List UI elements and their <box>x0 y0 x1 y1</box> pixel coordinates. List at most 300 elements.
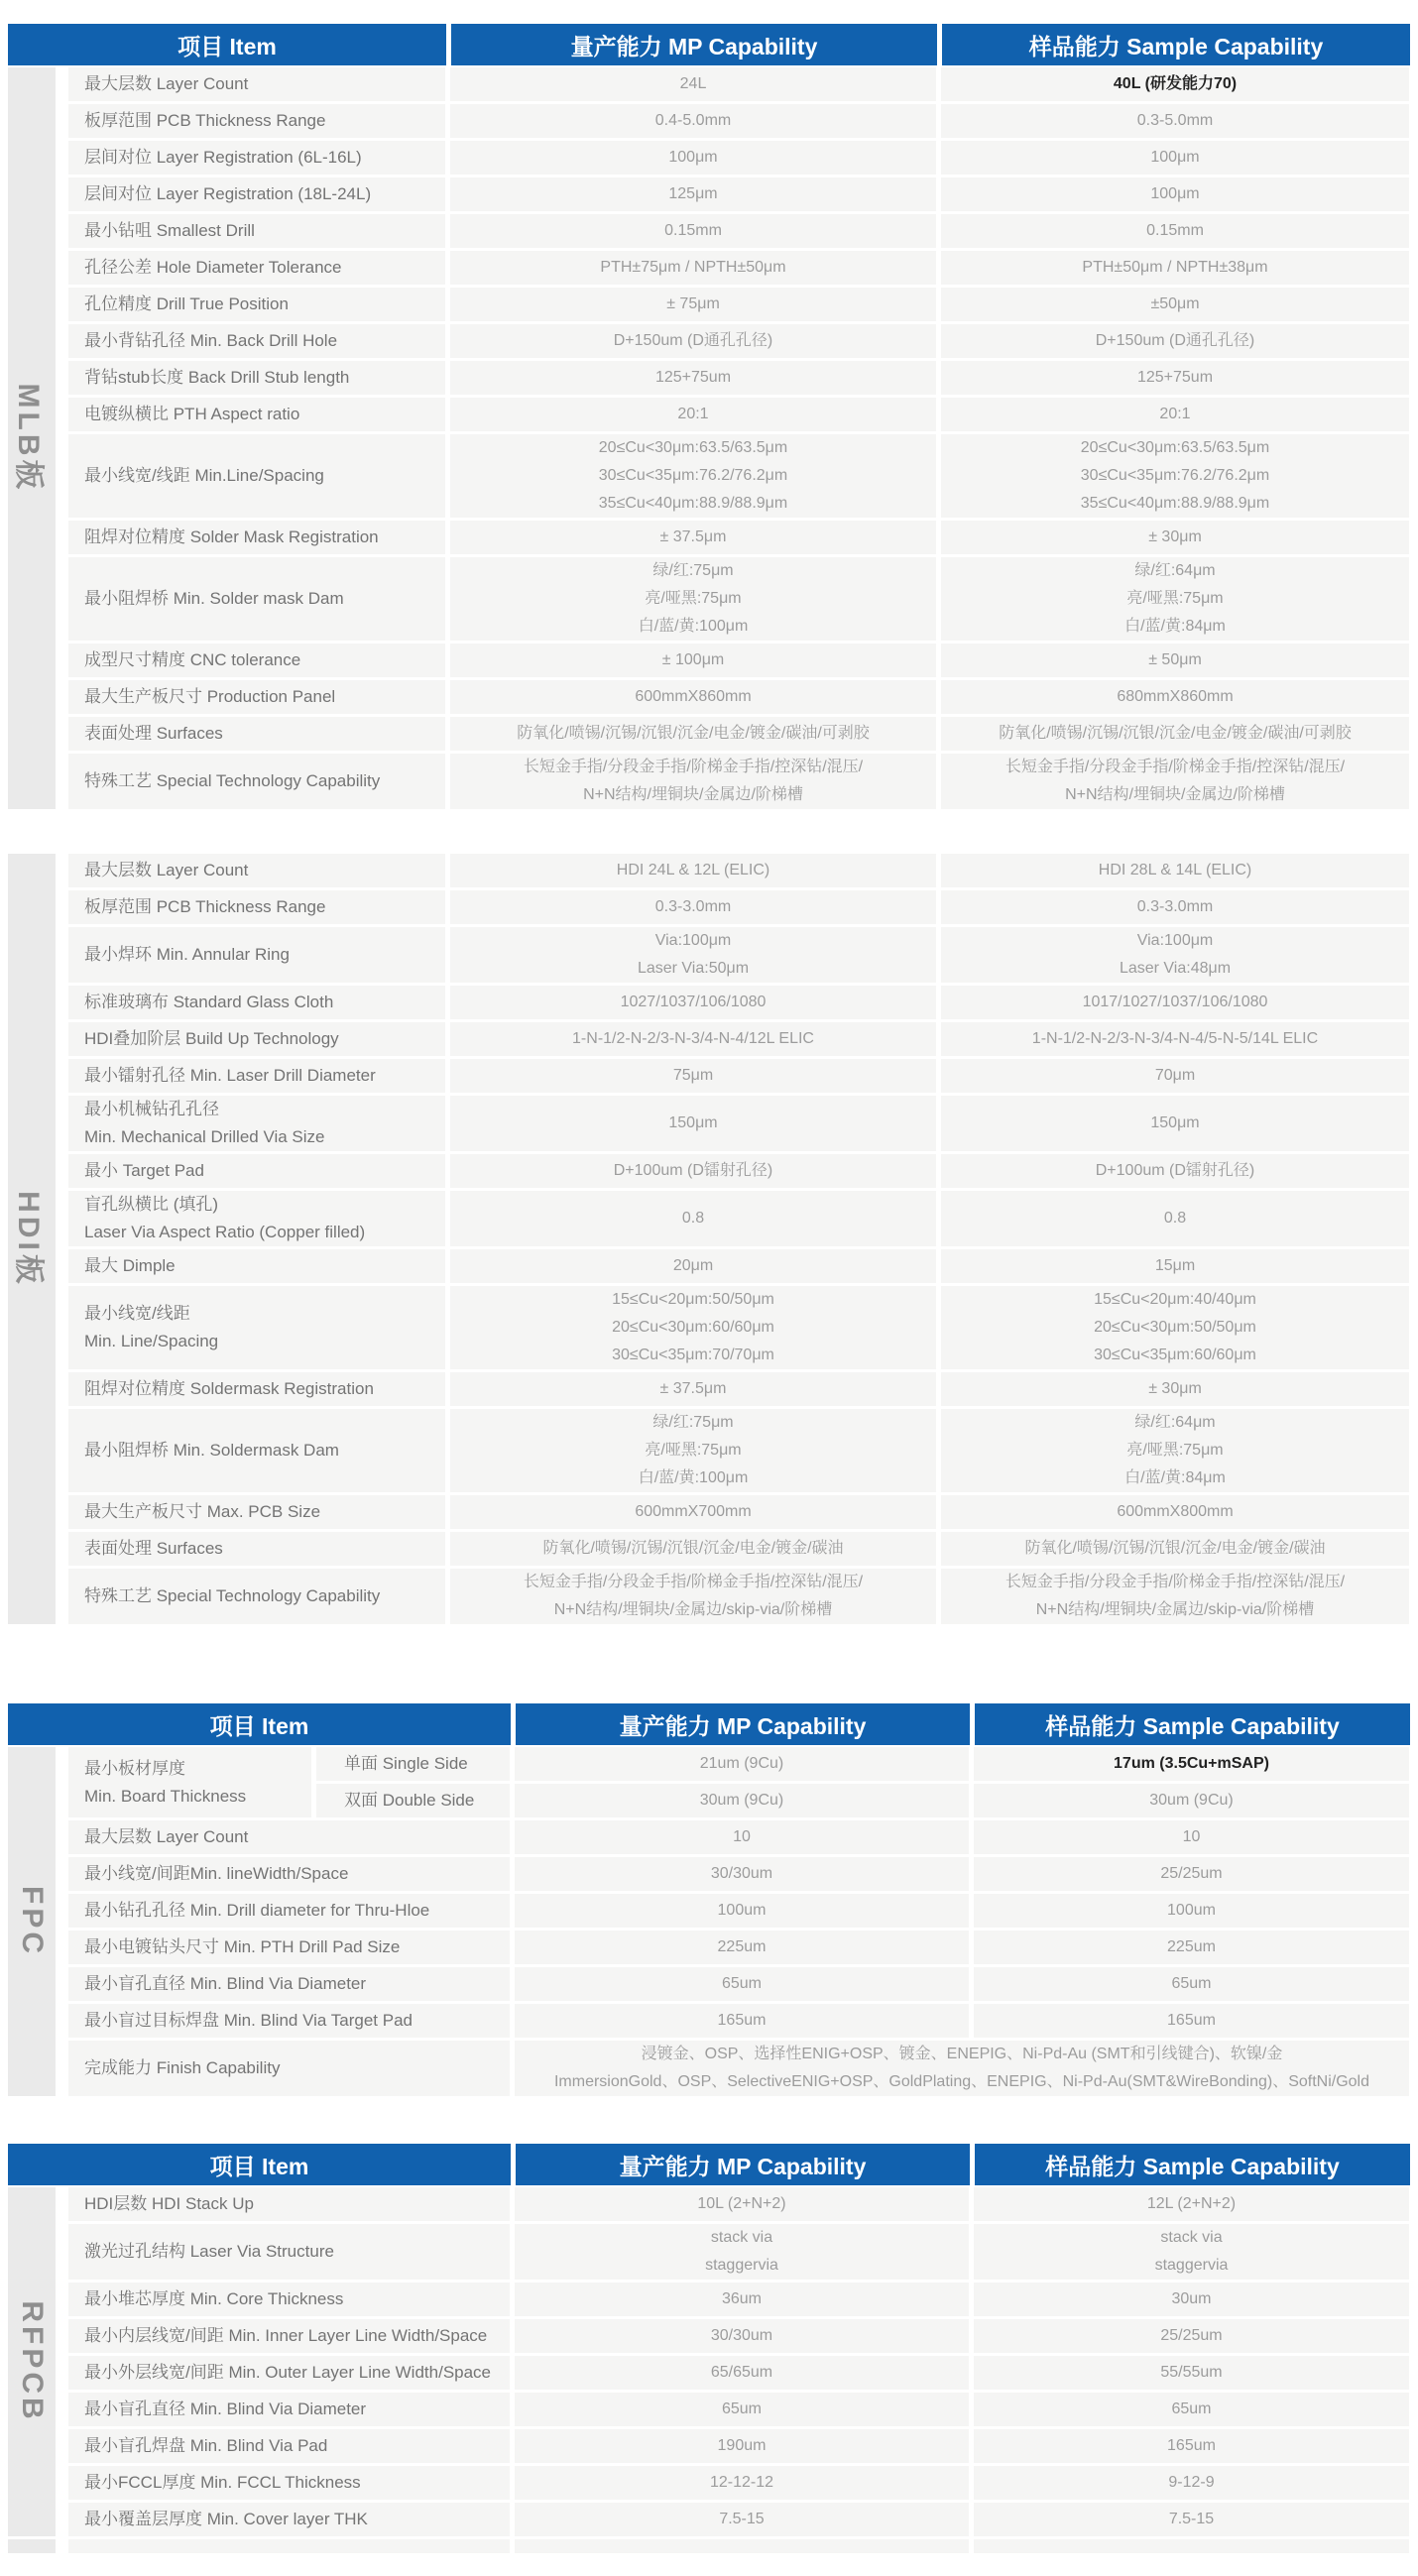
row-value-mp <box>450 986 936 1019</box>
cutoff-strip <box>8 2539 56 2553</box>
table-row <box>68 2356 1410 2390</box>
row-value-mp <box>450 398 936 431</box>
row-value-sample <box>941 1569 1409 1624</box>
value-line: 防氧化/喷锡/沉锡/沉银/沉金/电金/镀金/碳油 <box>542 1540 844 1557</box>
row-label <box>68 1022 445 1056</box>
table-row <box>68 398 1410 431</box>
row-value-mp <box>450 1569 936 1624</box>
row-label <box>68 521 445 554</box>
value-line: 25/25um <box>1160 2327 1223 2344</box>
table-row <box>68 2187 1410 2221</box>
table-row <box>68 1409 1410 1492</box>
row-label <box>68 2393 510 2426</box>
row-label <box>68 2041 510 2096</box>
header-cell-item: 项目 Item <box>8 1703 511 1745</box>
value-line: 30um <box>1171 2290 1212 2307</box>
row-label <box>68 680 445 714</box>
value-line: 65um <box>1171 1975 1212 1992</box>
row-label <box>68 1967 510 2001</box>
row-value-mp <box>450 521 936 554</box>
table-row <box>68 324 1410 358</box>
sub-row <box>316 1747 1410 1781</box>
value-line: 0.3-3.0mm <box>1136 898 1214 915</box>
row-value-sample <box>941 557 1409 641</box>
value-line: 35≤Cu<40μm:88.9/88.9μm <box>1080 495 1270 512</box>
row-value-mp <box>515 2393 969 2426</box>
value-line: 绿/红:64μm <box>1134 562 1216 579</box>
table-section <box>8 854 1410 1624</box>
sub-row <box>316 1784 1410 1817</box>
table-row <box>68 890 1410 924</box>
section-label-strip <box>8 1747 56 2096</box>
sub-row-label <box>316 1784 510 1817</box>
row-value-mp <box>450 1096 936 1151</box>
table-row <box>68 1096 1410 1151</box>
table-row <box>68 1931 1410 1964</box>
row-value-sample <box>941 288 1409 321</box>
table-row <box>68 2283 1410 2316</box>
value-line: Via:100μm <box>1136 932 1214 949</box>
value-line: 65um <box>721 2400 763 2417</box>
label-line: 最小阻焊桥 Min. Soldermask Dam <box>84 1441 339 1460</box>
value-line: 100μm <box>1150 149 1200 166</box>
row-label <box>68 67 445 101</box>
row-value-sample <box>941 1409 1409 1492</box>
value-line: 绿/红:64μm <box>1134 1414 1216 1431</box>
label-line: 成型尺寸精度 CNC tolerance <box>84 650 301 669</box>
value-line: ± 100μm <box>661 651 725 668</box>
row-value-sample <box>974 1784 1409 1817</box>
value-line: 55/55um <box>1160 2364 1223 2381</box>
row-label <box>68 2319 510 2353</box>
label-line: 最大 Dimple <box>84 1256 176 1275</box>
value-line: 白/蓝/黄:84μm <box>1124 618 1226 635</box>
value-line: 30≤Cu<35μm:76.2/76.2μm <box>598 467 788 484</box>
row-value-mp <box>450 177 936 211</box>
row-value-mp <box>450 251 936 285</box>
row-value-mp <box>450 717 936 751</box>
value-line: stack via <box>1160 2229 1223 2246</box>
value-line: 20:1 <box>677 406 709 422</box>
row-value-mp <box>450 754 936 809</box>
label-line: 完成能力 Finish Capability <box>84 2058 281 2077</box>
row-label <box>68 1372 445 1406</box>
table-row <box>68 521 1410 554</box>
row-value-mp <box>450 644 936 677</box>
row-label <box>68 1249 445 1283</box>
row-value-mp <box>450 1191 936 1246</box>
value-line: 30≤Cu<35μm:70/70μm <box>612 1347 774 1363</box>
label-line: 最小背钻孔径 Min. Back Drill Hole <box>84 331 338 350</box>
label-line: 最小钻咀 Smallest Drill <box>84 221 255 240</box>
row-value-sample <box>941 1059 1409 1093</box>
value-line: 12L (2+N+2) <box>1146 2195 1237 2212</box>
row-value-sample <box>941 1286 1409 1369</box>
row-value-sample <box>974 1967 1409 2001</box>
table-row <box>68 1372 1410 1406</box>
capability-table <box>8 24 1410 1624</box>
row-value-sample <box>941 361 1409 395</box>
header-cell-mp: 量产能力 MP Capability <box>516 1703 970 1745</box>
row-label <box>68 986 445 1019</box>
row-label <box>68 251 445 285</box>
sub-row-label <box>316 1747 510 1781</box>
rows <box>68 854 1410 1624</box>
label-line: 最大层数 Layer Count <box>84 1827 249 1846</box>
label-line: 层间对位 Layer Registration (6L-16L) <box>84 148 362 167</box>
value-line: 绿/红:75μm <box>652 1414 734 1431</box>
row-label <box>68 1894 510 1928</box>
row-value-sample <box>974 2503 1409 2536</box>
row-value-mp <box>450 324 936 358</box>
value-line: 20:1 <box>1159 406 1191 422</box>
value-line: 白/蓝/黄:100μm <box>638 1469 749 1486</box>
value-line: 20≤Cu<30μm:63.5/63.5μm <box>1080 439 1270 456</box>
capability-table <box>8 1703 1410 2096</box>
section-label-strip <box>8 854 56 1624</box>
row-value-mp <box>515 1857 969 1891</box>
label-line: 最小覆盖层厚度 Min. Cover layer THK <box>84 2510 368 2528</box>
row-label <box>68 2503 510 2536</box>
table-row <box>68 1286 1410 1369</box>
value-line: HDI 28L & 14L (ELIC) <box>1098 862 1252 878</box>
label-line: 表面处理 Surfaces <box>84 1539 223 1558</box>
value-line: 20≤Cu<30μm:63.5/63.5μm <box>598 439 788 456</box>
row-value-mp <box>450 1532 936 1566</box>
label-line: 最小盲过目标焊盘 Min. Blind Via Target Pad <box>84 2011 413 2030</box>
table-row <box>68 1495 1410 1529</box>
value-line: 20μm <box>672 1257 714 1274</box>
sub-label-line: 单面 Single Side <box>344 1754 468 1773</box>
value-line: 10 <box>733 1828 751 1845</box>
value-line: 20≤Cu<30μm:60/60μm <box>612 1319 774 1336</box>
row-value-mp <box>515 2319 969 2353</box>
table-row <box>68 2393 1410 2426</box>
table-row <box>68 361 1410 395</box>
row-value-sample <box>974 2393 1409 2426</box>
row-label <box>68 361 445 395</box>
table-section <box>8 67 1410 809</box>
header-cell-mp: 量产能力 MP Capability <box>451 24 937 65</box>
value-line: 长短金手指/分段金手指/阶梯金手指/控深钻/混压/ <box>523 759 864 775</box>
cutoff-item-cell <box>68 2539 510 2553</box>
value-line: 0.3-5.0mm <box>1136 112 1214 129</box>
value-line: Laser Via:50μm <box>637 960 750 977</box>
row-label <box>68 2429 510 2463</box>
row-value-sample <box>941 104 1409 138</box>
row-label <box>68 754 445 809</box>
value-line: 21um (9Cu) <box>699 1755 784 1772</box>
label-line: 板厚范围 PCB Thickness Range <box>84 897 326 916</box>
rows <box>68 1747 1410 2096</box>
row-value-sample <box>974 2283 1409 2316</box>
row-value-sample <box>941 521 1409 554</box>
table-row <box>68 717 1410 751</box>
row-label <box>68 1191 445 1246</box>
row-label <box>68 1569 445 1624</box>
section-label: MLB板 <box>12 383 45 494</box>
row-value-mp <box>515 1894 969 1928</box>
label-line: 阻焊对位精度 Solder Mask Registration <box>84 527 379 546</box>
table-row <box>68 288 1410 321</box>
value-line: 0.8 <box>1163 1210 1187 1227</box>
row-value-sample <box>941 854 1409 887</box>
row-label <box>68 324 445 358</box>
value-line: 9-12-9 <box>1168 2474 1215 2491</box>
label-line: 最小外层线宽/间距 Min. Outer Layer Line Width/Space <box>84 2363 492 2382</box>
row-value-sample <box>974 1747 1409 1781</box>
value-line: 150μm <box>1150 1114 1200 1131</box>
label-line: Min. Board Thickness <box>84 1786 247 1806</box>
row-label <box>68 2224 510 2280</box>
value-line: 100μm <box>668 149 718 166</box>
value-line: 10 <box>1182 1828 1201 1845</box>
value-line: 15≤Cu<20μm:40/40μm <box>1094 1291 1256 1308</box>
table-row <box>68 854 1410 887</box>
label-line: 标准玻璃布 Standard Glass Cloth <box>84 993 334 1011</box>
value-line: 0.3-3.0mm <box>654 898 732 915</box>
value-line: N+N结构/埋铜块/金属边/skip-via/阶梯槽 <box>1035 1601 1315 1618</box>
value-line: 100um <box>1167 1902 1216 1919</box>
header-cell-item: 项目 Item <box>8 24 446 65</box>
label-line: HDI叠加阶层 Build Up Technology <box>84 1029 339 1048</box>
label-line: 最小盲孔焊盘 Min. Blind Via Pad <box>84 2436 328 2455</box>
row-value-mp <box>450 1286 936 1369</box>
value-line: PTH±50μm / NPTH±38μm <box>1082 259 1268 276</box>
value-line: 0.15mm <box>1146 222 1204 239</box>
value-line: D+100um (D镭射孔径) <box>1095 1162 1255 1179</box>
row-label <box>68 1409 445 1492</box>
value-line: 600mmX700mm <box>635 1503 752 1520</box>
row-value-mp <box>450 557 936 641</box>
row-label <box>68 398 445 431</box>
value-line: ± 75μm <box>666 295 720 312</box>
row-value-mp <box>515 2503 969 2536</box>
value-line: 白/蓝/黄:100μm <box>638 618 749 635</box>
row-value-mp <box>515 2004 969 2038</box>
row-label <box>68 890 445 924</box>
row-value-mp <box>450 288 936 321</box>
label-line: 盲孔纵横比 (填孔) <box>84 1195 219 1214</box>
row-label <box>68 1495 445 1529</box>
row-value-sample <box>974 1931 1409 1964</box>
value-line: staggervia <box>1154 2257 1229 2274</box>
row-value-sample <box>941 717 1409 751</box>
value-line: 白/蓝/黄:84μm <box>1124 1469 1226 1486</box>
row-value-mp <box>515 1820 969 1854</box>
value-line: D+100um (D镭射孔径) <box>613 1162 773 1179</box>
label-line: 阻焊对位精度 Soldermask Registration <box>84 1379 374 1398</box>
row-label <box>68 644 445 677</box>
table-row <box>68 2041 1410 2096</box>
row-value-merged <box>515 2041 1409 2096</box>
value-line: 20≤Cu<30μm:50/50μm <box>1094 1319 1256 1336</box>
value-line: 40L (研发能力70) <box>1113 75 1238 92</box>
value-line: ±50μm <box>1150 295 1200 312</box>
value-line: 亮/哑黑:75μm <box>1126 590 1224 607</box>
header-cell-item: 项目 Item <box>8 2144 511 2185</box>
row-value-sample <box>941 890 1409 924</box>
value-line: 1017/1027/1037/106/1080 <box>1082 994 1268 1010</box>
value-line: 65um <box>1171 2400 1212 2417</box>
value-line: 长短金手指/分段金手指/阶梯金手指/控深钻/混压/ <box>1004 1574 1346 1590</box>
table-row <box>68 557 1410 641</box>
value-line: Via:100μm <box>654 932 732 949</box>
label-line: 表面处理 Surfaces <box>84 724 223 743</box>
value-line: ImmersionGold、OSP、SelectiveENIG+OSP、GoldPlating、ENEPIG、Ni-Pd-Au(SMT&WireBonding)、SoftNi/Gold <box>553 2073 1370 2090</box>
row-value-mp <box>515 2429 969 2463</box>
value-line: Laser Via:48μm <box>1119 960 1232 977</box>
row-label <box>68 2283 510 2316</box>
value-line: 165um <box>1167 2012 1216 2029</box>
value-line: 65um <box>721 1975 763 1992</box>
header-cell-sample: 样品能力 Sample Capability <box>942 24 1410 65</box>
value-line: 7.5-15 <box>719 2511 765 2527</box>
row-label <box>68 854 445 887</box>
value-line: 1-N-1/2-N-2/3-N-3/4-N-4/5-N-5/14L ELIC <box>1031 1030 1319 1047</box>
value-line: 165um <box>1167 2437 1216 2454</box>
label-line: Min. Line/Spacing <box>84 1332 219 1350</box>
label-line: 激光过孔结构 Laser Via Structure <box>84 2242 334 2261</box>
row-value-mp <box>515 2224 969 2280</box>
value-line: 0.15mm <box>664 222 722 239</box>
value-line: PTH±75μm / NPTH±50μm <box>600 259 786 276</box>
row-value-sample <box>941 1191 1409 1246</box>
row-label <box>68 177 445 211</box>
row-label <box>68 1154 445 1188</box>
table-row <box>68 214 1410 248</box>
value-line: 190um <box>717 2437 767 2454</box>
table-row <box>68 2004 1410 2038</box>
value-line: N+N结构/埋铜块/金属边/skip-via/阶梯槽 <box>553 1601 833 1618</box>
label-line: 最小焊环 Min. Annular Ring <box>84 945 290 964</box>
row-value-sample <box>941 1022 1409 1056</box>
row-value-sample <box>941 1495 1409 1529</box>
value-line: 600mmX860mm <box>635 688 752 705</box>
value-line: 30um (9Cu) <box>1149 1792 1234 1809</box>
row-value-sample <box>974 2356 1409 2390</box>
value-line: 30/30um <box>710 2327 773 2344</box>
value-line: 浸镀金、OSP、选择性ENIG+OSP、镀金、ENEPIG、Ni-Pd-Au (SMT和引线键合)、软镍/金 <box>641 2046 1283 2062</box>
row-value-sample <box>974 1820 1409 1854</box>
row-value-mp <box>450 1495 936 1529</box>
row-value-mp <box>515 1747 969 1781</box>
row-value-sample <box>974 2187 1409 2221</box>
value-line: 15≤Cu<20μm:50/50μm <box>612 1291 774 1308</box>
sub-label-line: 双面 Double Side <box>344 1791 475 1810</box>
table-section <box>8 1747 1410 2096</box>
row-label <box>68 141 445 175</box>
row-value-mp <box>450 1409 936 1492</box>
row-value-mp <box>450 104 936 138</box>
row-value-sample <box>941 141 1409 175</box>
row-value-sample <box>974 1894 1409 1928</box>
value-line: 600mmX800mm <box>1117 1503 1234 1520</box>
row-label <box>68 1931 510 1964</box>
row-value-sample <box>941 177 1409 211</box>
label-line: 特殊工艺 Special Technology Capability <box>84 1586 381 1605</box>
value-line: 125+75um <box>1136 369 1214 386</box>
value-line: 35≤Cu<40μm:88.9/88.9μm <box>598 495 788 512</box>
row-value-mp <box>450 1154 936 1188</box>
label-line: 最小镭射孔径 Min. Laser Drill Diameter <box>84 1066 376 1085</box>
label-line: 电镀纵横比 PTH Aspect ratio <box>84 405 300 423</box>
value-line: ± 30μm <box>1148 528 1202 545</box>
row-value-sample <box>941 927 1409 983</box>
row-value-mp <box>450 1372 936 1406</box>
table-row <box>68 1059 1410 1093</box>
value-line: 亮/哑黑:75μm <box>1126 1442 1224 1459</box>
row-value-mp <box>515 1931 969 1964</box>
table-row <box>68 986 1410 1019</box>
label-line: 背钻stub长度 Back Drill Stub length <box>84 368 350 387</box>
row-value-mp <box>515 2356 969 2390</box>
row-value-mp <box>515 2187 969 2221</box>
value-line: 30um (9Cu) <box>699 1792 784 1809</box>
table-row <box>68 177 1410 211</box>
table-row <box>68 927 1410 983</box>
table-row <box>68 1747 1410 1817</box>
value-line: 绿/红:75μm <box>652 562 734 579</box>
table-row <box>68 644 1410 677</box>
value-line: 125μm <box>668 185 718 202</box>
section-label: HDI板 <box>12 1190 45 1288</box>
value-line: 1-N-1/2-N-2/3-N-3/4-N-4/12L ELIC <box>572 1030 814 1047</box>
value-line: ± 30μm <box>1148 1380 1202 1397</box>
label-line: 板厚范围 PCB Thickness Range <box>84 111 326 130</box>
value-line: N+N结构/埋铜块/金属边/阶梯槽 <box>1065 786 1285 803</box>
value-line: D+150um (D通孔孔径) <box>613 332 773 349</box>
section-label: RFPCB <box>16 2300 49 2423</box>
section-label: FPC <box>16 1886 49 1957</box>
row-value-sample <box>941 1154 1409 1188</box>
row-value-mp <box>515 2283 969 2316</box>
row-label <box>68 1820 510 1854</box>
label-line: 最小电镀钻头尺寸 Min. PTH Drill Pad Size <box>84 1937 401 1956</box>
value-line: 亮/哑黑:75μm <box>645 1442 742 1459</box>
label-line: 孔径公差 Hole Diameter Tolerance <box>84 258 342 277</box>
value-line: stack via <box>710 2229 773 2246</box>
row-label <box>68 214 445 248</box>
value-line: 防氧化/喷锡/沉锡/沉银/沉金/电金/镀金/碳油 <box>1024 1540 1326 1557</box>
row-label <box>68 927 445 983</box>
value-line: 680mmX860mm <box>1117 688 1234 705</box>
value-line: 36um <box>721 2290 763 2307</box>
value-line: 长短金手指/分段金手指/阶梯金手指/控深钻/混压/ <box>1004 759 1346 775</box>
table-row <box>68 251 1410 285</box>
cutoff-sample-cell <box>974 2539 1409 2553</box>
row-value-mp <box>515 1967 969 2001</box>
row-label <box>68 1059 445 1093</box>
row-label <box>68 2187 510 2221</box>
row-value-sample <box>974 2004 1409 2038</box>
row-value-sample <box>941 644 1409 677</box>
capability-table <box>8 2144 1410 2536</box>
row-value-mp <box>450 434 936 518</box>
row-value-sample <box>941 754 1409 809</box>
row-label <box>68 104 445 138</box>
table-row <box>68 2319 1410 2353</box>
rows <box>68 67 1410 809</box>
table-header <box>8 24 1410 65</box>
table-row <box>68 1154 1410 1188</box>
row-value-mp <box>450 1249 936 1283</box>
table-row <box>68 1857 1410 1891</box>
table-row <box>68 2466 1410 2500</box>
header-cell-mp: 量产能力 MP Capability <box>516 2144 970 2185</box>
row-label <box>68 717 445 751</box>
row-value-mp <box>450 1059 936 1093</box>
